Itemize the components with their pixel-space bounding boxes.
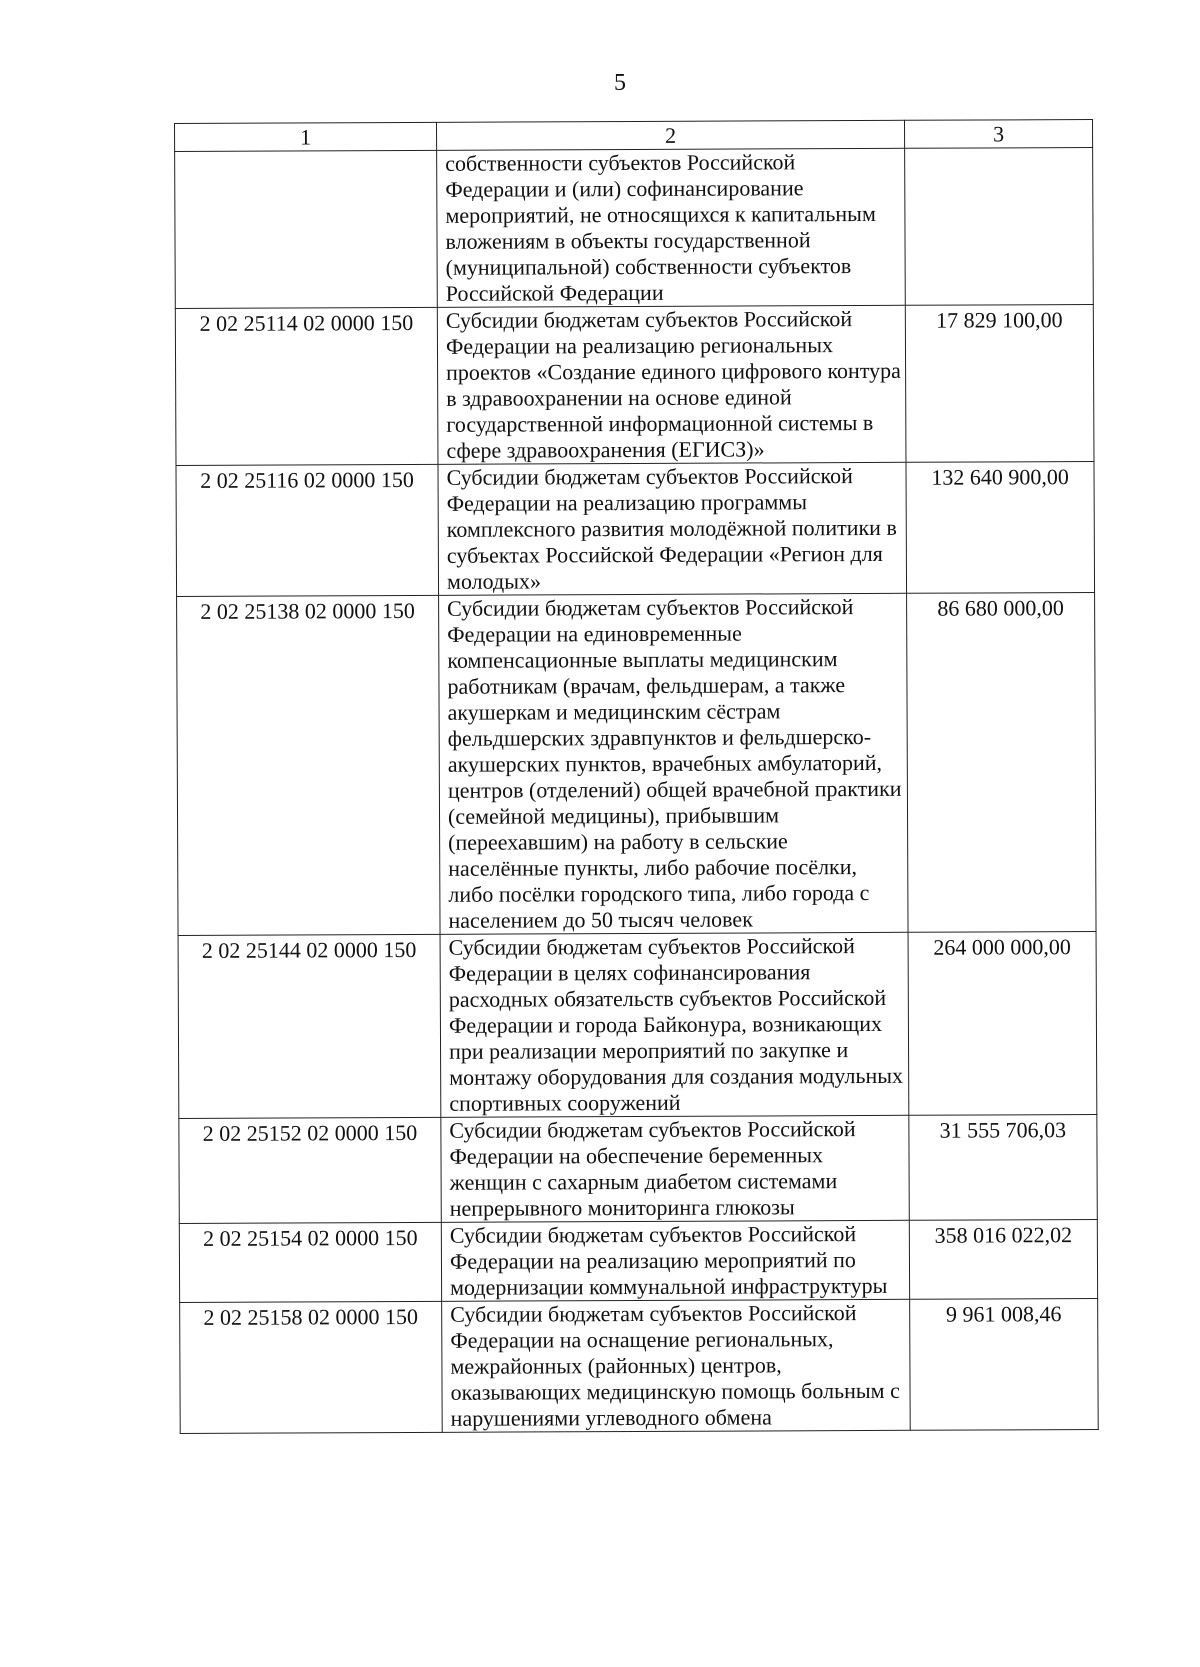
row-amount: 358 016 022,02 — [909, 1219, 1097, 1299]
row-code: 2 02 25116 02 0000 150 — [176, 464, 439, 596]
table-row — [177, 592, 1096, 935]
row-code: 2 02 25154 02 0000 150 — [179, 1222, 441, 1302]
table-row — [179, 1219, 1097, 1302]
table-row — [180, 1298, 1099, 1433]
page-number: 5 — [614, 70, 626, 96]
row-code: 2 02 25158 02 0000 150 — [180, 1301, 443, 1433]
table-row — [175, 147, 1094, 308]
row-amount: 264 000 000,00 — [908, 931, 1097, 1115]
column-header-description: 2 — [436, 120, 904, 150]
row-description: собственности субъектов Российской Федерации и (или) софинансирование мероприятий, не относящихся к капитальным вложениям в объекты государственной (муниципальной) собственности субъектов Российской Федерации — [437, 148, 906, 307]
row-code: 2 02 25114 02 0000 150 — [175, 307, 438, 465]
table-row — [175, 304, 1094, 465]
column-header-amount: 3 — [904, 119, 1092, 148]
table-row — [179, 1114, 1097, 1223]
row-amount: 132 640 900,00 — [906, 461, 1095, 593]
column-header-code: 1 — [175, 122, 437, 151]
table-row — [176, 461, 1095, 596]
row-code: 2 02 25152 02 0000 150 — [179, 1117, 441, 1223]
row-code — [175, 150, 438, 308]
row-description: Субсидии бюджетам субъектов Российской Федерации в целях софинансирования расходных обязательств субъектов Российской Федерации и города Байконура, возникающих при реализации мероприятий по закупке и монтажу оборудования для создания модульных спортивных сооружений — [440, 932, 909, 1117]
row-amount: 86 680 000,00 — [907, 592, 1096, 932]
row-amount: 9 961 008,46 — [910, 1298, 1099, 1430]
row-amount: 31 555 706,03 — [909, 1114, 1097, 1220]
row-description: Субсидии бюджетам субъектов Российской Федерации на единовременные компенсационные выплаты медицинским работникам (врачам, фельдшерам, а также акушеркам и медицинским сёстрам фельдшерских здравпунктов и фельдшерско-акушерских пунктов, врачебных амбулаторий, центров (отделений) общей врачебной практики (семейной медицины), прибывшим (переехавшим) на работу в сельские населённые пункты, либо рабочие посёлки, либо посёлки городского типа, либо города с населением до 50 тысяч человек — [439, 593, 908, 934]
budget-table — [174, 119, 1099, 1434]
row-description: Субсидии бюджетам субъектов Российской Федерации на обеспечение беременных женщин с сахарным диабетом системами непрерывного мониторинга глюкозы — [441, 1115, 909, 1222]
table-header-row — [175, 119, 1093, 151]
row-description: Субсидии бюджетам субъектов Российской Федерации на оснащение региональных, межрайонных (районных) центров, оказывающих медицинскую помощь больным с нарушениями углеводного обмена — [442, 1299, 911, 1432]
row-code: 2 02 25144 02 0000 150 — [178, 934, 441, 1118]
row-code: 2 02 25138 02 0000 150 — [177, 595, 440, 935]
row-description: Субсидии бюджетам субъектов Российской Федерации на реализацию программы комплексного развития молодёжной политики в субъектах Российской Федерации «Регион для молодых» — [438, 462, 907, 595]
table-row — [178, 931, 1097, 1118]
row-description: Субсидии бюджетам субъектов Российской Федерации на реализацию мероприятий по модернизации коммунальной инфраструктуры — [441, 1220, 909, 1301]
row-description: Субсидии бюджетам субъектов Российской Федерации на реализацию региональных проектов «Создание единого цифрового контура в здравоохранении на основе единой государственной информационной системы в сфере здравоохранения (ЕГИСЗ)» — [437, 305, 906, 464]
row-amount: 17 829 100,00 — [905, 304, 1094, 462]
row-amount — [905, 147, 1094, 305]
